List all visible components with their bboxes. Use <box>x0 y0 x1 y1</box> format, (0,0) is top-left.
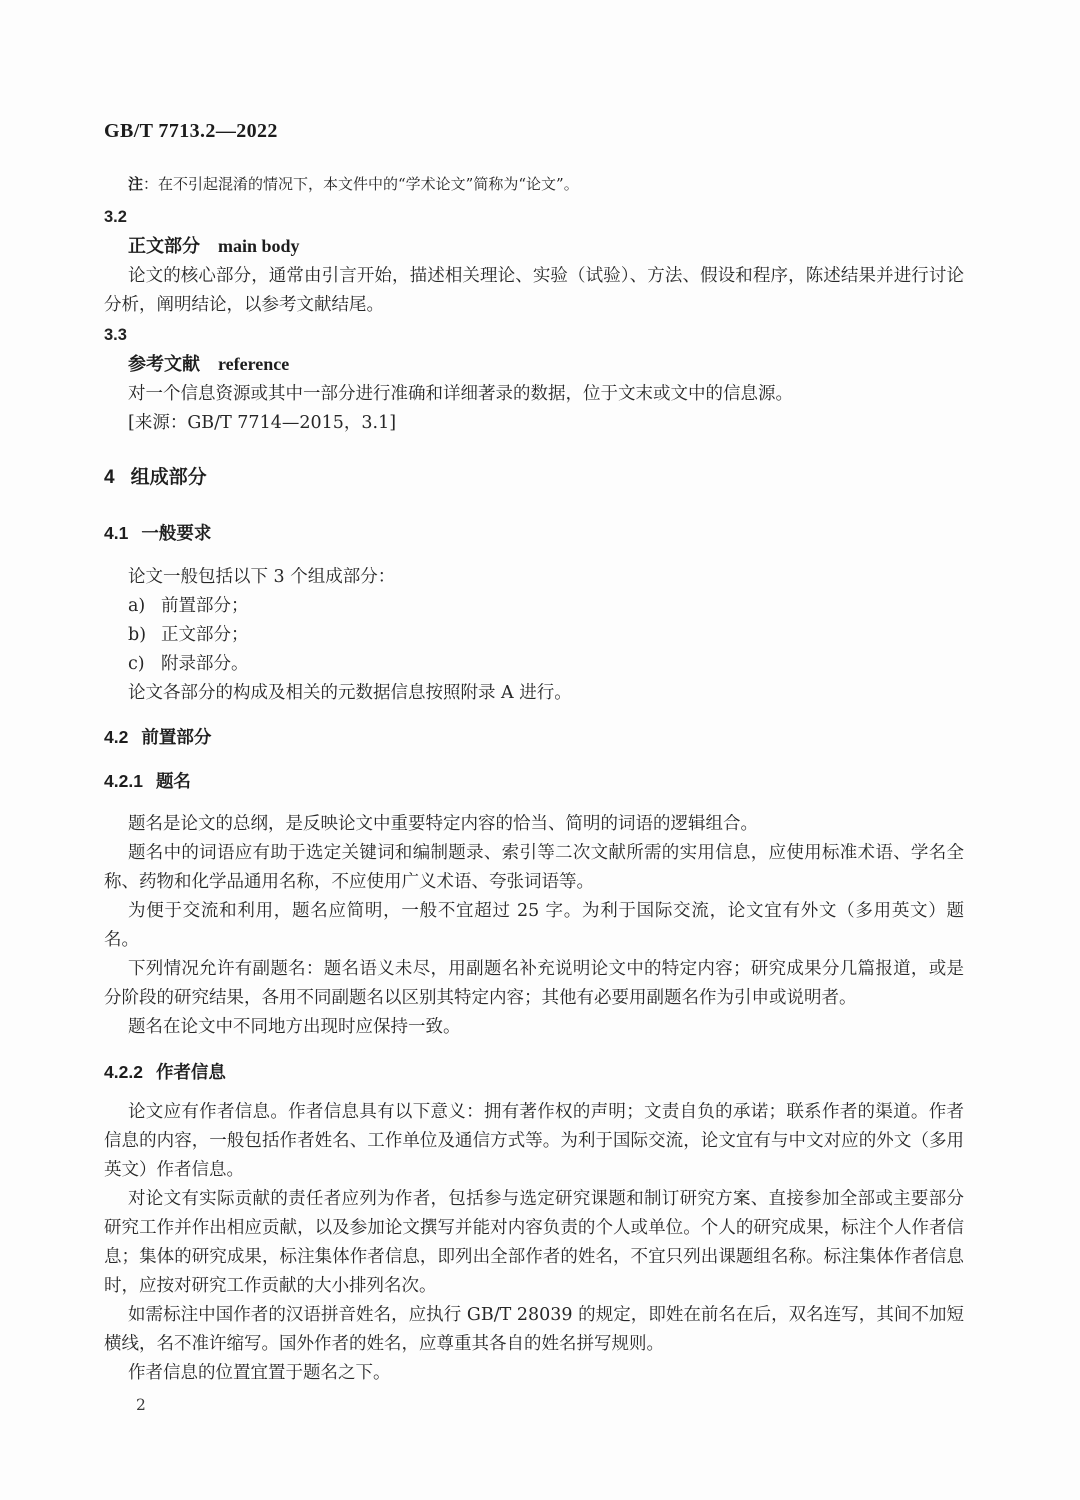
term-3-2 <box>104 232 964 258</box>
section-4-1-title: 一般要求 <box>141 523 212 543</box>
clause-number-3-2: 3.2 <box>104 208 127 226</box>
clause-number-3-3: 3.3 <box>104 326 127 344</box>
section-4-2-2-title: 作者信息 <box>155 1062 226 1082</box>
term-3-2-zh: 正文部分 <box>128 236 200 256</box>
section-4-2-1-title: 题名 <box>155 771 191 791</box>
paragraph: 为便于交流和利用，题名应简明，一般不宜超过 25 字。为利于国际交流，论文宜有外文（多用英文）题名。 <box>104 901 964 950</box>
paragraph: 对论文有实际贡献的责任者应列为作者，包括参与选定研究课题和制订研究方案、直接参加全部或主要部分研究工作并作出相应贡献，以及参加论文撰写并能对内容负责的个人或单位。个人的研究成果，标注个人作者信息；集体的研究成果，标注集体作者信息，即列出全部作者的姓名，不宜只列出课题组名称。标注集体作者信息时，应按对研究工作贡献的大小排列名次。 <box>104 1189 964 1296</box>
term-3-2-en: main body <box>218 236 300 256</box>
paragraph: 如需标注中国作者的汉语拼音姓名，应执行 GB/T 28039 的规定，即姓在前名在后，双名连写，其间不加短横线，名不准许缩写。国外作者的姓名，应尊重其各自的姓名拼写规则。 <box>104 1305 964 1354</box>
section-4-2-number: 4.2 <box>104 727 129 747</box>
section-4-1-closing: 论文各部分的构成及相关的元数据信息按照附录 A 进行。 <box>128 683 572 703</box>
list-text-c: 附录部分。 <box>161 654 249 674</box>
note-label: 注 <box>128 175 144 193</box>
list-marker-b: b) <box>128 625 147 645</box>
list-marker-a: a) <box>128 596 146 616</box>
note-line <box>104 174 964 195</box>
section-heading-4-1 <box>104 519 964 547</box>
section-4-2-title: 前置部分 <box>141 727 212 747</box>
section-4-number: 4 <box>104 467 115 488</box>
section-heading-4 <box>104 463 964 493</box>
paragraph: 论文应有作者信息。作者信息具有以下意义：拥有著作权的声明；文责自负的承诺；联系作者的渠道。作者信息的内容，一般包括作者姓名、工作单位及通信方式等。为利于国际交流，论文宜有与中文对应的外文（多用英文）作者信息。 <box>104 1102 964 1180</box>
term-3-3-zh: 参考文献 <box>128 354 200 374</box>
section-heading-4-2-2 <box>104 1058 964 1086</box>
list-item-b <box>104 621 964 650</box>
note-text: ：在不引起混淆的情况下，本文件中的“学术论文”简称为“论文”。 <box>143 175 579 193</box>
list-text-b: 正文部分； <box>161 625 249 645</box>
definition-3-3-source: [来源：GB/T 7714—2015，3.1] <box>128 413 397 433</box>
page-number: 2 <box>136 1396 146 1414</box>
doc-code-header: GB/T 7713.2—2022 <box>104 120 278 142</box>
section-4-2-2-number: 4.2.2 <box>104 1062 143 1082</box>
section-heading-4-2-1 <box>104 767 964 795</box>
section-4-1-number: 4.1 <box>104 523 129 543</box>
term-3-3 <box>104 350 964 376</box>
list-text-a: 前置部分； <box>161 596 249 616</box>
definition-3-2-body: 论文的核心部分，通常由引言开始，描述相关理论、实验（试验）、方法、假设和程序，陈述结果并进行讨论分析，阐明结论，以参考文献结尾。 <box>104 266 964 315</box>
list-item-a <box>104 592 964 621</box>
section-heading-4-2 <box>104 723 964 751</box>
section-4-title: 组成部分 <box>130 467 207 488</box>
paragraph: 下列情况允许有副题名：题名语义未尽，用副题名补充说明论文中的特定内容；研究成果分几篇报道，或是分阶段的研究结果，各用不同副题名以区别其特定内容；其他有必要用副题名作为引申或说明者。 <box>104 959 964 1008</box>
term-3-3-en: reference <box>218 354 290 374</box>
definition-3-3-body: 对一个信息资源或其中一部分进行准确和详细著录的数据，位于文末或文中的信息源。 <box>128 384 793 404</box>
paragraph: 题名中的词语应有助于选定关键词和编制题录、索引等二次文献所需的实用信息，应使用标准术语、学名全称、药物和化学品通用名称，不应使用广义术语、夸张词语等。 <box>104 843 964 892</box>
section-4-2-1-number: 4.2.1 <box>104 771 143 791</box>
list-marker-c: c) <box>128 654 145 674</box>
paragraph: 题名是论文的总纲，是反映论文中重要特定内容的恰当、简明的词语的逻辑组合。 <box>128 814 758 834</box>
paragraph: 题名在论文中不同地方出现时应保持一致。 <box>128 1017 461 1037</box>
list-item-c <box>104 650 964 679</box>
section-4-1-intro: 论文一般包括以下 3 个组成部分： <box>128 567 396 587</box>
paragraph: 作者信息的位置宜置于题名之下。 <box>128 1363 391 1383</box>
